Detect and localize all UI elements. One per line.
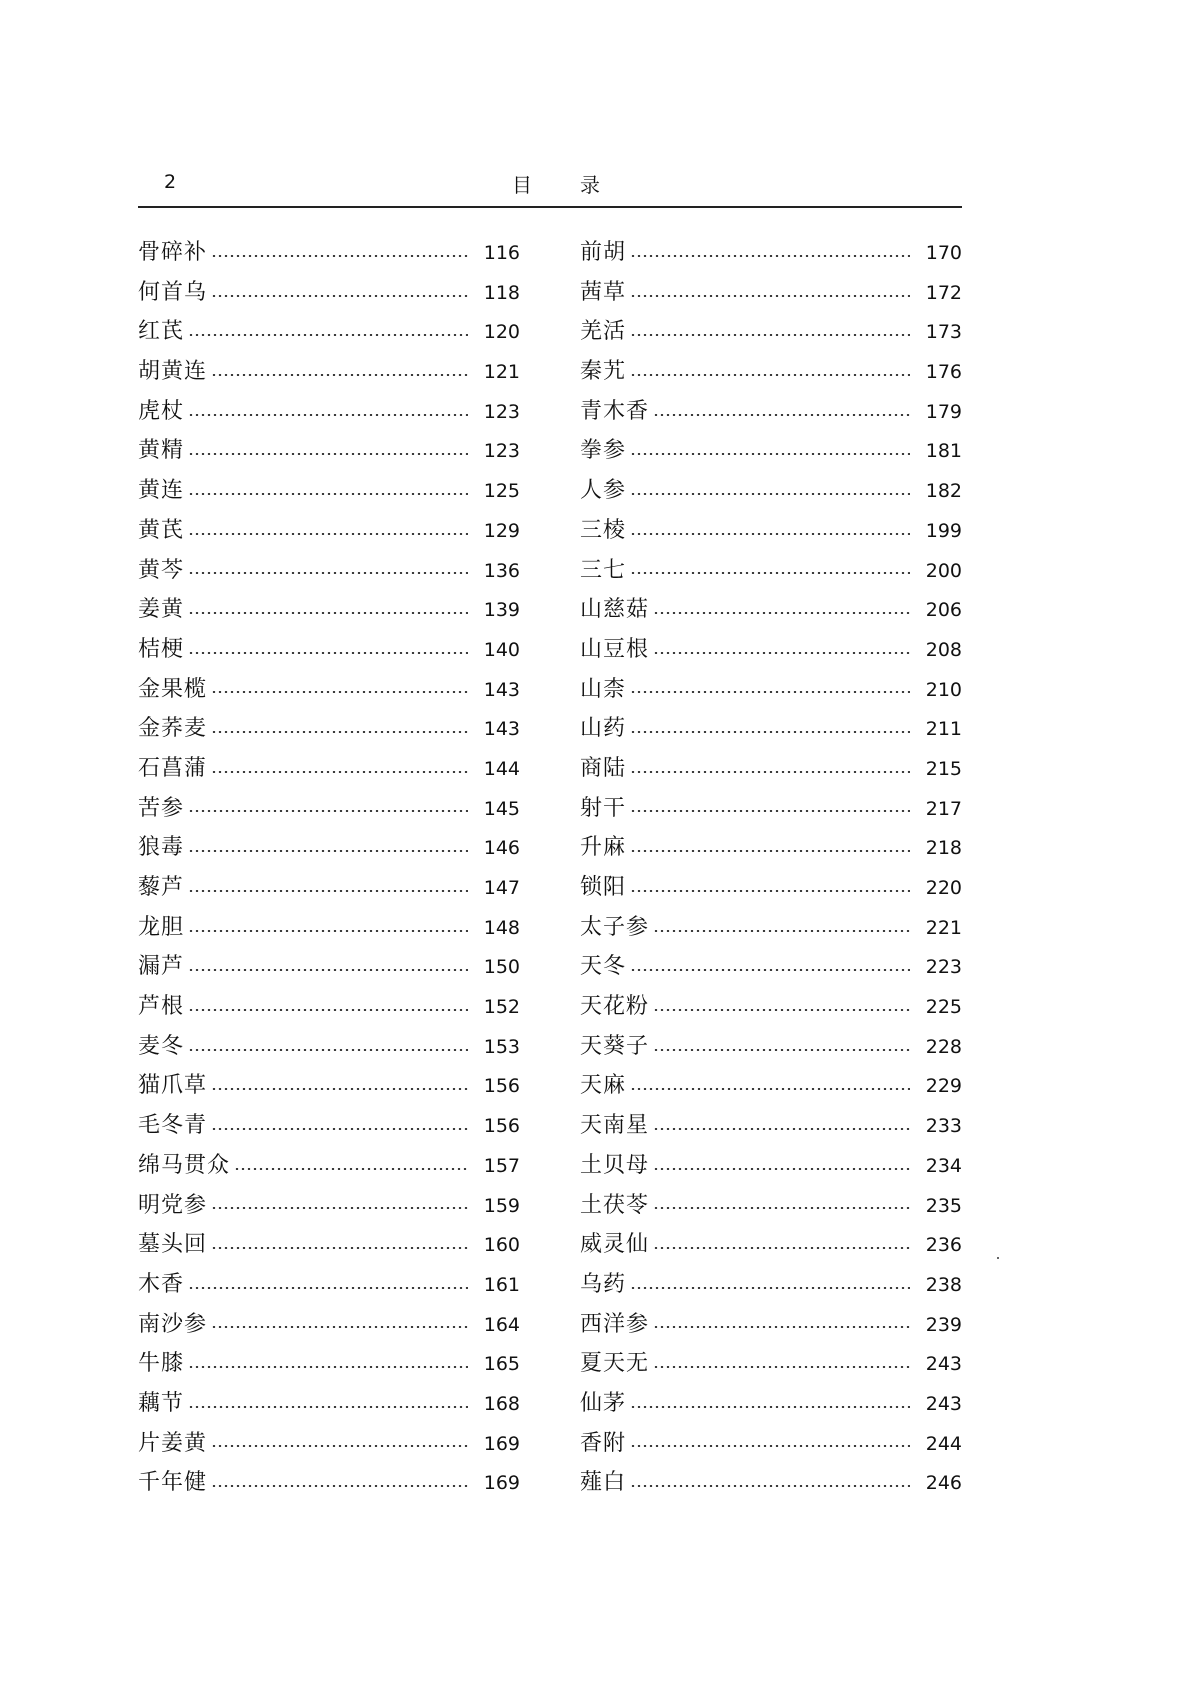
toc-entry-page: 206 <box>925 599 962 622</box>
toc-entry <box>580 352 962 392</box>
dot-leader <box>630 1485 910 1487</box>
toc-entry-title: 天花粉 <box>580 994 650 1020</box>
dot-leader <box>188 493 468 495</box>
toc-entry <box>138 233 520 273</box>
dot-leader <box>188 890 468 892</box>
toc-entry <box>138 1225 520 1265</box>
toc-entry-title: 山药 <box>580 716 627 742</box>
toc-entry-title: 片姜黄 <box>138 1430 208 1456</box>
toc-right-column <box>580 233 962 1503</box>
toc-entry <box>138 1305 520 1345</box>
toc-entry-page: 139 <box>483 599 520 622</box>
dot-leader <box>653 1207 910 1209</box>
dot-leader <box>630 533 910 535</box>
toc-entry-page: 199 <box>925 519 962 542</box>
dot-leader <box>653 1168 910 1170</box>
dot-leader <box>211 1326 468 1328</box>
dot-leader <box>630 493 910 495</box>
toc-entry-page: 165 <box>483 1353 520 1376</box>
toc-entry-page: 170 <box>925 242 962 264</box>
toc-entry <box>580 908 962 948</box>
toc-entry-page: 235 <box>925 1194 962 1217</box>
toc-entry-page: 164 <box>483 1313 520 1336</box>
toc-entry-title: 木香 <box>138 1271 185 1297</box>
toc-entry-title: 仙茅 <box>580 1390 627 1416</box>
toc-entry <box>138 431 520 471</box>
toc-entry-page: 160 <box>483 1234 520 1257</box>
toc-entry <box>138 352 520 392</box>
toc-entry <box>580 1146 962 1186</box>
toc-entry-page: 116 <box>483 242 520 264</box>
toc-entry <box>138 1265 520 1305</box>
toc-entry <box>138 273 520 313</box>
dot-leader <box>653 612 910 614</box>
toc-entry <box>138 1106 520 1146</box>
toc-entry-title: 南沙参 <box>138 1311 208 1337</box>
toc-entry-page: 229 <box>925 1075 962 1098</box>
toc-entry <box>580 670 962 710</box>
toc-entry <box>580 1265 962 1305</box>
toc-entry <box>580 273 962 313</box>
toc-entry-title: 薤白 <box>580 1470 627 1496</box>
dot-leader <box>188 1366 468 1368</box>
dot-leader <box>653 930 910 932</box>
dot-leader <box>630 374 910 376</box>
toc-entry <box>138 1424 520 1464</box>
dot-leader <box>188 533 468 535</box>
header-title: 目录 <box>512 173 648 197</box>
dot-leader <box>630 334 910 336</box>
toc-entry <box>580 1305 962 1345</box>
toc-entry-title: 胡黄连 <box>138 359 208 385</box>
toc-entry-title: 姜黄 <box>138 597 185 623</box>
toc-entry-title: 天葵子 <box>580 1033 650 1059</box>
toc-entry-title: 商陆 <box>580 755 627 781</box>
toc-entry-title: 龙胆 <box>138 914 185 940</box>
toc-entry <box>138 590 520 630</box>
toc-entry <box>580 947 962 987</box>
toc-entry <box>580 709 962 749</box>
toc-entry-title: 射干 <box>580 795 627 821</box>
toc-entry <box>580 868 962 908</box>
dot-leader <box>653 1009 910 1011</box>
toc-entry-title: 黄精 <box>138 438 185 464</box>
dot-leader <box>188 453 468 455</box>
dot-leader <box>188 810 468 812</box>
toc-entry-page: 118 <box>483 281 520 304</box>
toc-entry <box>138 511 520 551</box>
dot-leader <box>211 1128 468 1130</box>
toc-entry-page: 147 <box>483 877 520 899</box>
toc-entry <box>138 1344 520 1384</box>
toc-entry <box>138 1186 520 1226</box>
toc-entry <box>138 551 520 591</box>
toc-entry <box>138 1146 520 1186</box>
toc-entry <box>138 709 520 749</box>
toc-entry-title: 三棱 <box>580 517 627 543</box>
toc-entry <box>138 947 520 987</box>
dot-leader <box>653 652 910 654</box>
toc-left-column <box>138 233 520 1503</box>
dot-leader <box>630 1088 910 1090</box>
toc-entry-title: 墓头回 <box>138 1232 208 1258</box>
toc-entry <box>580 749 962 789</box>
toc-entry <box>138 987 520 1027</box>
dot-leader <box>630 771 910 773</box>
toc-entry <box>138 670 520 710</box>
toc-entry-page: 234 <box>925 1154 962 1177</box>
toc-entry-title: 前胡 <box>580 240 627 265</box>
toc-entry-title: 土茯苓 <box>580 1192 650 1218</box>
toc-entry-page: 120 <box>483 321 520 344</box>
toc-entry-page: 182 <box>925 480 962 503</box>
dot-leader <box>630 1445 910 1447</box>
toc-entry <box>138 392 520 432</box>
toc-entry-title: 威灵仙 <box>580 1232 650 1258</box>
dot-leader <box>188 1406 468 1408</box>
toc-entry-page: 121 <box>483 361 520 384</box>
dot-leader <box>188 1287 468 1289</box>
toc-entry-title: 土贝母 <box>580 1152 650 1178</box>
toc-entry-title: 红芪 <box>138 319 185 345</box>
toc-entry-title: 天冬 <box>580 954 627 980</box>
toc-entry-title: 乌药 <box>580 1271 627 1297</box>
toc-entry-title: 拳参 <box>580 438 627 464</box>
toc-entry-title: 秦艽 <box>580 359 627 385</box>
toc-entry-title: 夏天无 <box>580 1351 650 1377</box>
toc-entry-title: 茜草 <box>580 279 627 305</box>
dot-leader <box>630 969 910 971</box>
toc-entry-title: 西洋参 <box>580 1311 650 1337</box>
dot-leader <box>630 850 910 852</box>
toc-entry-title: 青木香 <box>580 398 650 424</box>
toc-entry-title: 何首乌 <box>138 279 208 305</box>
dot-leader <box>630 1287 910 1289</box>
dot-leader <box>211 691 468 693</box>
toc-entry-page: 172 <box>925 281 962 304</box>
toc-entry-page: 200 <box>925 559 962 582</box>
toc-entry-page: 210 <box>925 678 962 701</box>
toc-entry <box>138 1384 520 1424</box>
toc-entry-title: 金果榄 <box>138 676 208 702</box>
dot-leader <box>653 1326 910 1328</box>
dot-leader <box>653 1247 910 1249</box>
dot-leader <box>188 334 468 336</box>
toc-entry-page: 238 <box>925 1273 962 1296</box>
toc-entry <box>580 431 962 471</box>
toc-entry <box>580 1463 962 1503</box>
dot-leader <box>630 453 910 455</box>
dot-leader <box>188 572 468 574</box>
toc-entry <box>138 630 520 670</box>
dot-leader <box>211 1485 468 1487</box>
toc-entry-title: 黄芪 <box>138 517 185 543</box>
dot-leader <box>211 1247 468 1249</box>
toc-entry-page: 156 <box>483 1115 520 1138</box>
page-header <box>138 164 962 208</box>
toc-entry-page: 233 <box>925 1115 962 1138</box>
dot-leader <box>211 255 468 257</box>
toc-entry <box>138 789 520 829</box>
toc-entry-page: 140 <box>483 638 520 661</box>
toc-entry-page: 157 <box>483 1154 520 1177</box>
toc-entry-title: 绵马贯众 <box>138 1152 231 1178</box>
toc-entry-title: 桔梗 <box>138 636 185 662</box>
toc-entry-title: 麦冬 <box>138 1033 185 1059</box>
dot-leader <box>188 414 468 416</box>
toc-entry-page: 243 <box>925 1392 962 1415</box>
toc-entry-title: 人参 <box>580 478 627 504</box>
dot-leader <box>630 295 910 297</box>
toc-entry-title: 山慈菇 <box>580 597 650 623</box>
toc-entry <box>580 1066 962 1106</box>
toc-entry-title: 猫爪草 <box>138 1073 208 1099</box>
toc-entry-page: 159 <box>483 1194 520 1217</box>
toc-entry-title: 天麻 <box>580 1073 627 1099</box>
toc-entry <box>138 749 520 789</box>
toc-entry-title: 毛冬青 <box>138 1113 208 1139</box>
dot-leader <box>188 1009 468 1011</box>
toc-entry-title: 山豆根 <box>580 636 650 662</box>
dot-leader <box>188 930 468 932</box>
toc-entry-title: 狼毒 <box>138 835 185 861</box>
toc-entry <box>138 908 520 948</box>
toc-entry-page: 228 <box>925 1035 962 1058</box>
toc-entry-title: 芦根 <box>138 994 185 1020</box>
toc-entry-page: 152 <box>483 996 520 1019</box>
toc-entry-title: 香附 <box>580 1430 627 1456</box>
dot-leader <box>630 810 910 812</box>
toc-entry-page: 146 <box>483 837 520 860</box>
toc-entry-page: 125 <box>483 480 520 503</box>
toc-entry <box>580 1027 962 1067</box>
toc-entry <box>580 1344 962 1384</box>
toc-entry-page: 169 <box>483 1472 520 1495</box>
toc-entry-page: 239 <box>925 1313 962 1336</box>
toc-entry-page: 169 <box>483 1432 520 1455</box>
toc-entry-page: 148 <box>483 916 520 939</box>
toc-entry-title: 黄芩 <box>138 557 185 583</box>
toc-entry-page: 223 <box>925 956 962 979</box>
toc-entry-page: 173 <box>925 321 962 344</box>
toc-entry-page: 220 <box>925 877 962 899</box>
toc-entry-page: 123 <box>483 440 520 463</box>
toc-entry-title: 黄连 <box>138 478 185 504</box>
toc-entry-title: 虎杖 <box>138 398 185 424</box>
toc-entry-page: 129 <box>483 519 520 542</box>
toc-entry-page: 156 <box>483 1075 520 1098</box>
toc-entry-title: 石菖蒲 <box>138 755 208 781</box>
toc-entry-title: 骨碎补 <box>138 240 208 265</box>
dot-leader <box>188 612 468 614</box>
toc-entry <box>580 1106 962 1146</box>
toc-entry <box>138 1463 520 1503</box>
toc-entry-page: 153 <box>483 1035 520 1058</box>
toc-entry-title: 藕节 <box>138 1390 185 1416</box>
toc-entry-page: 145 <box>483 797 520 820</box>
toc-entry-page: 123 <box>483 400 520 423</box>
toc-entry-page: 225 <box>925 996 962 1019</box>
toc-entry-title: 千年健 <box>138 1470 208 1496</box>
toc-entry-page: 244 <box>925 1432 962 1455</box>
toc-entry-page: 179 <box>925 400 962 423</box>
toc-entry <box>138 471 520 511</box>
dot-leader <box>188 652 468 654</box>
toc-entry-page: 144 <box>483 757 520 780</box>
toc-entry <box>580 392 962 432</box>
toc-entry-page: 215 <box>925 757 962 780</box>
dot-leader <box>211 1207 468 1209</box>
dot-leader <box>630 255 910 257</box>
dot-leader <box>211 374 468 376</box>
toc-entry-page: 246 <box>925 1472 962 1495</box>
toc-entry-page: 217 <box>925 797 962 820</box>
toc-entry-page: 236 <box>925 1234 962 1257</box>
dot-leader <box>211 1445 468 1447</box>
toc-entry-title: 羌活 <box>580 319 627 345</box>
toc-entry-title: 漏芦 <box>138 954 185 980</box>
toc-entry <box>138 1066 520 1106</box>
print-speck <box>997 1257 999 1259</box>
dot-leader <box>653 1128 910 1130</box>
toc-entry <box>138 828 520 868</box>
toc-entry-title: 藜芦 <box>138 875 185 900</box>
dot-leader <box>211 295 468 297</box>
dot-leader <box>211 731 468 733</box>
toc-entry <box>580 789 962 829</box>
toc-entry-page: 211 <box>925 718 962 741</box>
dot-leader <box>630 1406 910 1408</box>
toc-entry <box>580 987 962 1027</box>
toc-entry-page: 143 <box>483 718 520 741</box>
dot-leader <box>188 1049 468 1051</box>
toc-entry-page: 150 <box>483 956 520 979</box>
toc-entry <box>580 828 962 868</box>
toc-entry <box>580 471 962 511</box>
dot-leader <box>630 731 910 733</box>
dot-leader <box>630 691 910 693</box>
toc-entry-page: 161 <box>483 1273 520 1296</box>
dot-leader <box>188 969 468 971</box>
dot-leader <box>188 850 468 852</box>
toc-entry-title: 金荞麦 <box>138 716 208 742</box>
toc-entry <box>138 868 520 908</box>
toc-entry-title: 明党参 <box>138 1192 208 1218</box>
dot-leader <box>653 1366 910 1368</box>
toc-entry-page: 168 <box>483 1392 520 1415</box>
toc-entry <box>580 1424 962 1464</box>
dot-leader <box>630 572 910 574</box>
dot-leader <box>234 1168 468 1170</box>
toc-entry-title: 苦参 <box>138 795 185 821</box>
dot-leader <box>211 771 468 773</box>
toc-entry-page: 221 <box>925 916 962 939</box>
dot-leader <box>653 414 910 416</box>
toc-entry-title: 三七 <box>580 557 627 583</box>
toc-entry <box>580 312 962 352</box>
dot-leader <box>211 1088 468 1090</box>
toc-entry-page: 208 <box>925 638 962 661</box>
toc-entry <box>138 312 520 352</box>
toc-entry <box>580 551 962 591</box>
toc-entry <box>580 630 962 670</box>
page-number: 2 <box>164 171 177 193</box>
toc-entry-page: 176 <box>925 361 962 384</box>
toc-entry-page: 136 <box>483 559 520 582</box>
toc-entry-page: 243 <box>925 1353 962 1376</box>
toc-entry <box>580 233 962 273</box>
toc-entry <box>580 1186 962 1226</box>
toc-entry-title: 山柰 <box>580 676 627 702</box>
toc-entry-title: 锁阳 <box>580 875 627 900</box>
toc-entry-page: 218 <box>925 837 962 860</box>
toc-entry <box>138 1027 520 1067</box>
toc-entry-page: 143 <box>483 678 520 701</box>
toc-entry-title: 天南星 <box>580 1113 650 1139</box>
dot-leader <box>653 1049 910 1051</box>
toc-entry <box>580 590 962 630</box>
dot-leader <box>630 890 910 892</box>
toc-entry <box>580 1225 962 1265</box>
toc-entry-title: 升麻 <box>580 835 627 861</box>
toc-entry-title: 牛膝 <box>138 1351 185 1377</box>
toc-entry-title: 太子参 <box>580 914 650 940</box>
toc-entry-page: 181 <box>925 440 962 463</box>
toc-entry <box>580 1384 962 1424</box>
toc-entry <box>580 511 962 551</box>
